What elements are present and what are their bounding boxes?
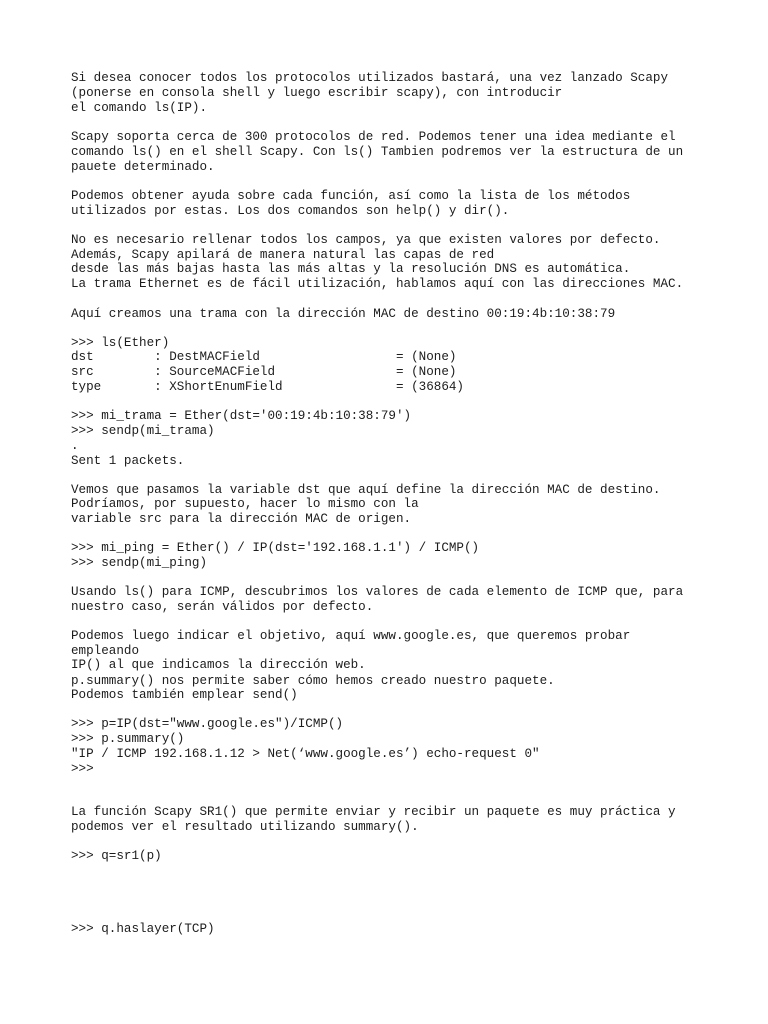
text-line: p.summary() nos permite saber cómo hemos creado nuestro paquete. bbox=[71, 674, 555, 688]
code-line: "IP / ICMP 192.168.1.12 > Net(‘www.google.es’) echo-request 0" bbox=[71, 747, 540, 761]
text-line: pauete determinado. bbox=[71, 160, 215, 174]
code-line: Sent 1 packets. bbox=[71, 454, 185, 468]
code-line: >>> bbox=[71, 762, 94, 776]
text-line: Podríamos, por supuesto, hacer lo mismo con la bbox=[71, 497, 419, 511]
text-line: Podemos obtener ayuda sobre cada función, así como la lista de los métodos bbox=[71, 189, 631, 203]
text-line: Si desea conocer todos los protocolos utilizados bastará, una vez lanzado Scapy bbox=[71, 71, 669, 85]
code-line: >>> mi_ping = Ether() / IP(dst='192.168.1.1') / ICMP() bbox=[71, 541, 480, 555]
text-line: comando ls() en el shell Scapy. Con ls() Tambien podremos ver la estructura de un bbox=[71, 145, 684, 159]
text-line: Vemos que pasamos la variable dst que aquí define la dirección MAC de destino. bbox=[71, 483, 661, 497]
text-line: La trama Ethernet es de fácil utilización, hablamos aquí con las direcciones MAC. bbox=[71, 277, 684, 291]
text-line: utilizados por estas. Los dos comandos son help() y dir(). bbox=[71, 204, 510, 218]
code-line: >>> sendp(mi_trama) bbox=[71, 424, 215, 438]
code-line: >>> p.summary() bbox=[71, 732, 185, 746]
text-line: Además, Scapy apilará de manera natural las capas de red bbox=[71, 248, 495, 262]
text-line: Aquí creamos una trama con la dirección MAC de destino 00:19:4b:10:38:79 bbox=[71, 307, 616, 321]
text-line: el comando ls(IP). bbox=[71, 101, 208, 115]
code-line: >>> sendp(mi_ping) bbox=[71, 556, 208, 570]
text-line: nuestro caso, serán válidos por defecto. bbox=[71, 600, 374, 614]
text-line: Podemos luego indicar el objetivo, aquí www.google.es, que queremos probar bbox=[71, 629, 631, 643]
code-line: >>> p=IP(dst="www.google.es")/ICMP() bbox=[71, 717, 344, 731]
text-line: desde las más bajas hasta las más altas y la resolución DNS es automática. bbox=[71, 262, 631, 276]
code-line: >>> q=sr1(p) bbox=[71, 849, 162, 863]
text-line: Podemos también emplear send() bbox=[71, 688, 298, 702]
code-line: type : XShortEnumField = (36864) bbox=[71, 380, 464, 394]
code-line: >>> mi_trama = Ether(dst='00:19:4b:10:38:79') bbox=[71, 409, 412, 423]
text-line: podemos ver el resultado utilizando summary(). bbox=[71, 820, 419, 834]
text-line: La función Scapy SR1() que permite enviar y recibir un paquete es muy práctica y bbox=[71, 805, 676, 819]
text-line: empleando bbox=[71, 644, 140, 658]
code-line: >>> q.haslayer(TCP) bbox=[71, 922, 215, 936]
text-line: Usando ls() para ICMP, descubrimos los valores de cada elemento de ICMP que, para bbox=[71, 585, 684, 599]
text-line: IP() al que indicamos la dirección web. bbox=[71, 658, 366, 672]
text-line: variable src para la dirección MAC de origen. bbox=[71, 512, 412, 526]
text-line: Scapy soporta cerca de 300 protocolos de red. Podemos tener una idea mediante el bbox=[71, 130, 676, 144]
code-line: . bbox=[71, 439, 79, 453]
code-line: src : SourceMACField = (None) bbox=[71, 365, 457, 379]
code-line: >>> ls(Ether) bbox=[71, 336, 170, 350]
text-line: (ponerse en consola shell y luego escribir scapy), con introducir bbox=[71, 86, 563, 100]
code-line: dst : DestMACField = (None) bbox=[71, 350, 457, 364]
text-line: No es necesario rellenar todos los campos, ya que existen valores por defecto. bbox=[71, 233, 661, 247]
